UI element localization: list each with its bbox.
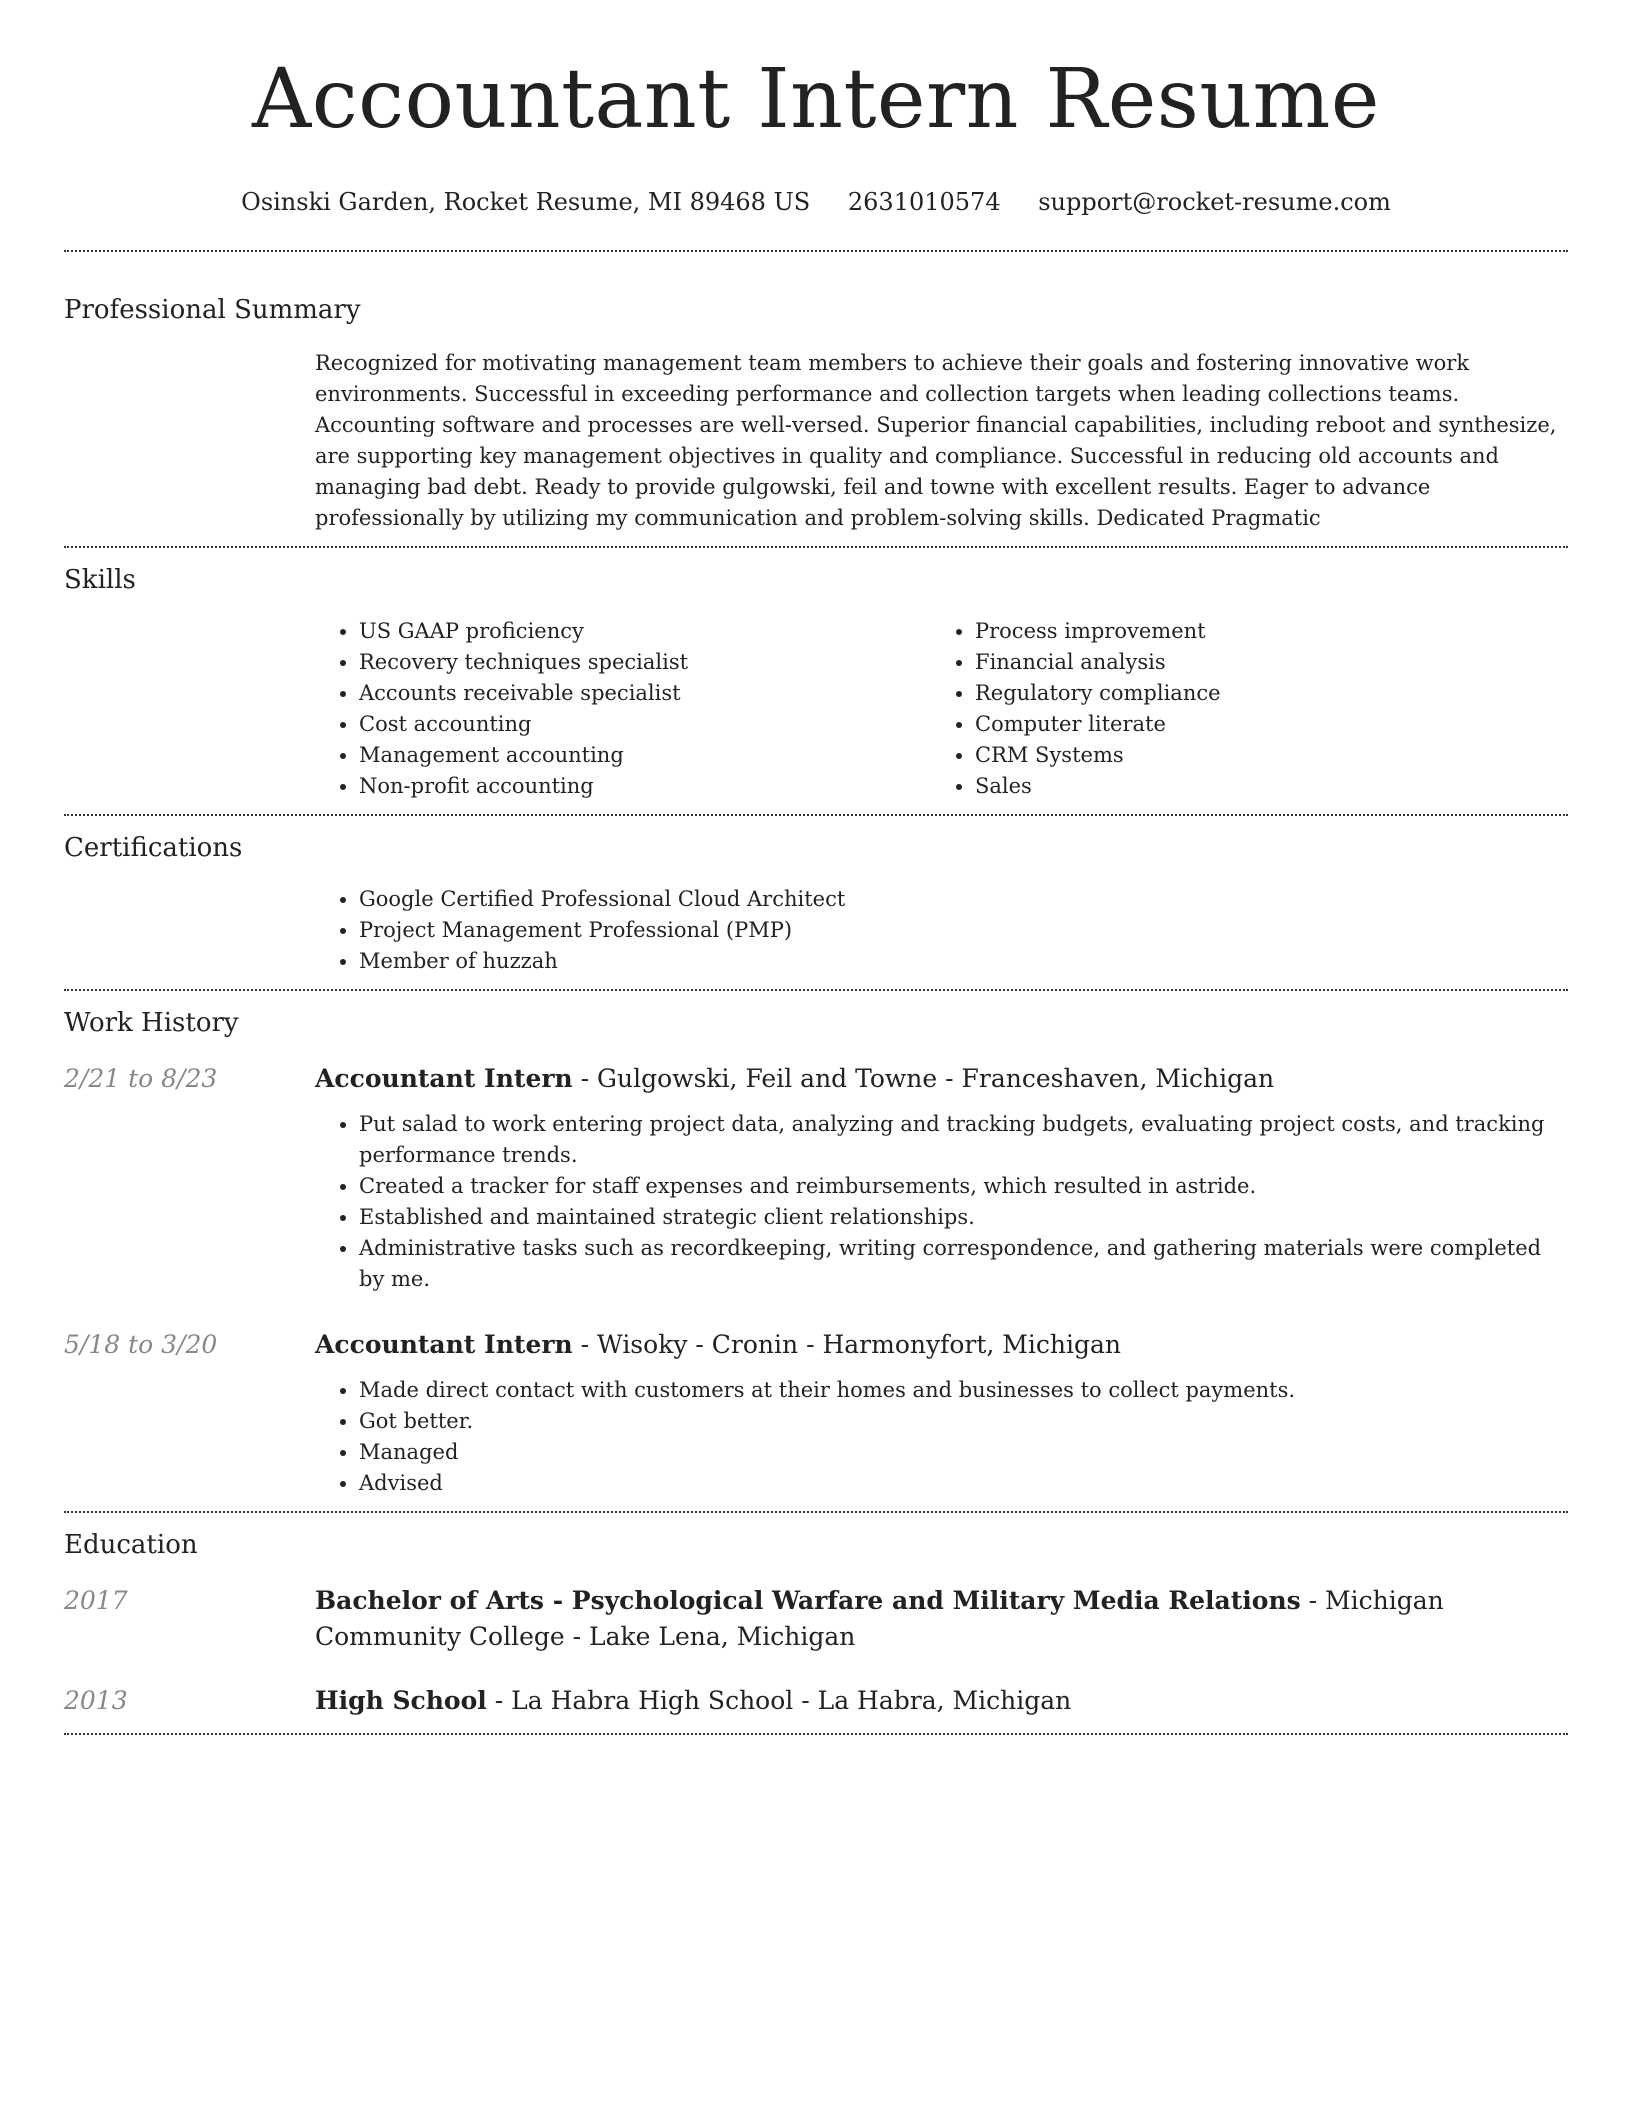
job-dates: 2/21 to 8/23 <box>64 1064 218 1093</box>
job-bullet: • Made direct contact with customers at their homes and businesses to collect payments. <box>359 1375 1568 1406</box>
education-year: 2013 <box>64 1686 128 1715</box>
job-bullet: • Got better. <box>359 1406 1568 1437</box>
skills-grid <box>315 616 1568 802</box>
summary-heading: Professional Summary <box>64 295 361 325</box>
skill-item: • Accounts receivable specialist <box>359 678 931 709</box>
job-bullet-list <box>315 1375 1568 1499</box>
skills-list-left <box>315 616 931 802</box>
contact-phone: 2631010574 <box>847 188 1001 216</box>
job-entry <box>64 1327 1568 1499</box>
job-bullet: • Administrative tasks such as recordkeeping, writing correspondence, and gathering materials were completed by me. <box>359 1233 1568 1295</box>
summary-body <box>315 348 1568 534</box>
education-school-location: - La Habra High School - La Habra, Michigan <box>486 1686 1072 1715</box>
skill-item: • Recovery techniques specialist <box>359 647 931 678</box>
job-bullet: • Put salad to work entering project data, analyzing and tracking budgets, evaluating project costs, and tracking performance trends. <box>359 1109 1568 1171</box>
skill-item: • Financial analysis <box>975 647 1547 678</box>
job-dates: 5/18 to 3/20 <box>64 1330 218 1359</box>
job-title-line <box>315 1327 1568 1363</box>
job-role: Accountant Intern <box>315 1064 573 1093</box>
job-employer-location: - Wisoky - Cronin - Harmonyfort, Michigan <box>572 1330 1122 1359</box>
certification-item: • Google Certified Professional Cloud Architect <box>359 884 1568 915</box>
skill-item: • Non-profit accounting <box>359 771 931 802</box>
job-bullets <box>315 1109 1568 1295</box>
summary-text: Recognized for motivating management team members to achieve their goals and fostering innovative work environments. Successful in exceeding performance and collection targets when leading collections teams. Accounting software and processes are well-versed. Superior financial capabilities, including reboot and synthesize, are supporting key management objectives in quality and compliance. Successful in reducing old accounts and managing bad debt. Ready to provide gulgowski, feil and towne with excellent results. Eager to advance professionally by utilizing my communication and problem-solving skills. Dedicated Pragmatic <box>315 351 1557 530</box>
job-bullet: • Managed <box>359 1437 1568 1468</box>
education-degree: High School <box>315 1686 487 1715</box>
contact-line <box>64 186 1568 218</box>
skill-item: • US GAAP proficiency <box>359 616 931 647</box>
resume-title: Accountant Intern Resume <box>252 52 1380 147</box>
work-history-section <box>64 991 1568 1511</box>
contact-address: Osinski Garden, Rocket Resume, MI 89468 US <box>241 188 811 216</box>
education-school-location: - Michigan Community College - Lake Lena, Michigan <box>315 1586 1444 1651</box>
education-details <box>315 1583 1568 1655</box>
contact-email: support@rocket-resume.com <box>1038 188 1391 216</box>
certification-item: • Member of huzzah <box>359 946 1568 977</box>
skills-column-left <box>315 616 931 802</box>
certifications-section <box>64 816 1568 989</box>
job-title-line <box>315 1061 1568 1097</box>
skill-item: • Cost accounting <box>359 709 931 740</box>
summary-section <box>64 252 1568 546</box>
education-year: 2017 <box>64 1586 128 1615</box>
job-employer-location: - Gulgowski, Feil and Towne - Franceshaven, Michigan <box>572 1064 1275 1093</box>
skill-item: • CRM Systems <box>975 740 1547 771</box>
job-bullet: • Created a tracker for staff expenses and reimbursements, which resulted in astride. <box>359 1171 1568 1202</box>
skill-item: • Computer literate <box>975 709 1547 740</box>
skill-item: • Regulatory compliance <box>975 678 1547 709</box>
certifications-body <box>315 884 1568 977</box>
job-bullet: • Advised <box>359 1468 1568 1499</box>
education-title-line <box>315 1683 1568 1719</box>
resume-header <box>64 0 1568 218</box>
skills-section <box>64 548 1568 814</box>
skills-list-right <box>931 616 1547 802</box>
skills-heading: Skills <box>64 565 136 595</box>
certifications-heading: Certifications <box>64 833 243 863</box>
skill-item: • Management accounting <box>359 740 931 771</box>
certification-item: • Project Management Professional (PMP) <box>359 915 1568 946</box>
job-details <box>315 1327 1568 1499</box>
job-details <box>315 1061 1568 1295</box>
education-title-line <box>315 1583 1568 1655</box>
education-entry <box>64 1683 1568 1719</box>
job-role: Accountant Intern <box>315 1330 573 1359</box>
skill-item: • Sales <box>975 771 1547 802</box>
work-history-heading: Work History <box>64 1008 239 1038</box>
skill-item: • Process improvement <box>975 616 1547 647</box>
education-heading: Education <box>64 1530 198 1560</box>
education-details <box>315 1683 1568 1719</box>
education-section <box>64 1513 1568 1733</box>
education-degree: Bachelor of Arts - Psychological Warfare and Military Media Relations <box>315 1586 1301 1615</box>
certifications-list <box>315 884 1568 977</box>
section-divider <box>64 1733 1568 1735</box>
job-bullet-list <box>315 1109 1568 1295</box>
skills-column-right <box>931 616 1547 802</box>
education-entry <box>64 1583 1568 1655</box>
job-bullet: • Established and maintained strategic client relationships. <box>359 1202 1568 1233</box>
job-entry <box>64 1061 1568 1295</box>
job-bullets <box>315 1375 1568 1499</box>
